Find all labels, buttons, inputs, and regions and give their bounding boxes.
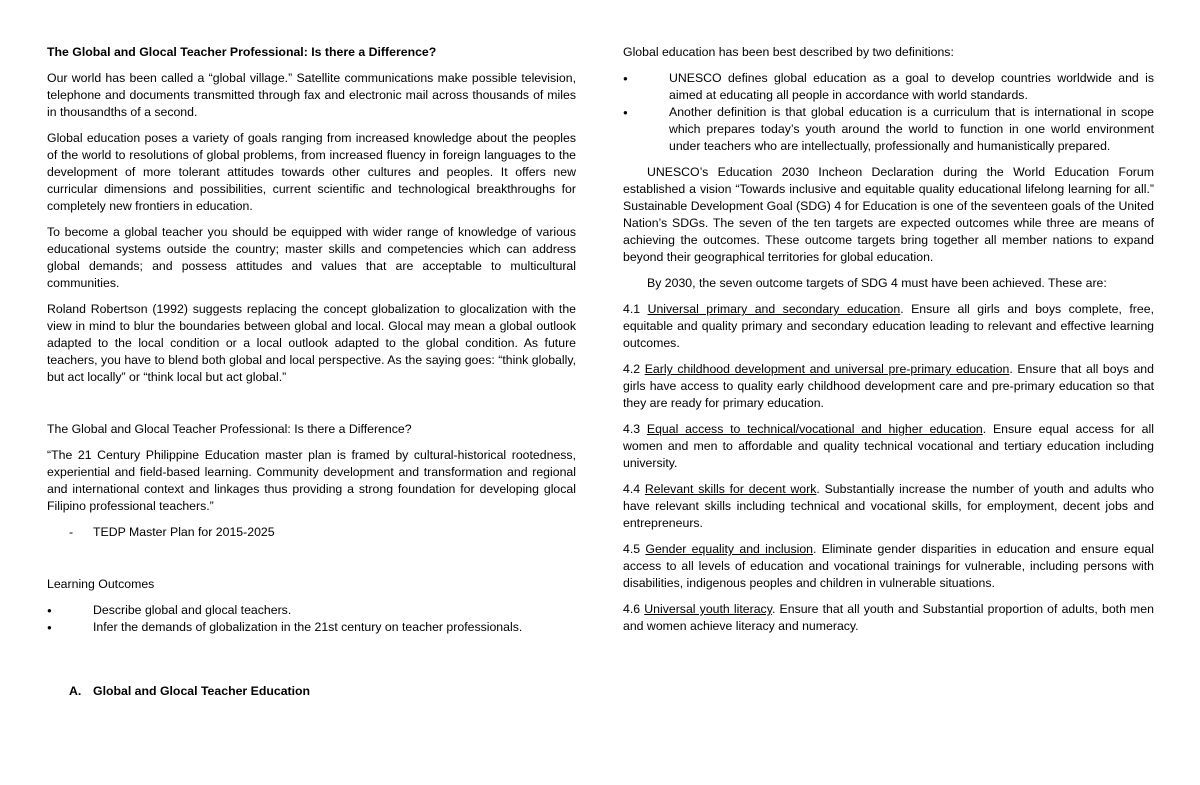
section-a-label: A. (69, 684, 82, 698)
target-number: 4.3 (623, 422, 641, 436)
target-title: Early childhood development and universal pre-primary education (644, 362, 1010, 376)
section-subtitle: The Global and Glocal Teacher Professional: Is there a Difference? (47, 422, 412, 436)
paragraph-global-teacher: To become a global teacher you should be equipped with wider range of knowledge of various educational systems outside the country; master skills and competencies which can address global demands; and possess attitudes and values that are acceptable to multicultural communities. (47, 225, 576, 290)
section-a-title: Global and Glocal Teacher Education (93, 684, 311, 698)
target-number: 4.5 (623, 542, 641, 556)
left-column (47, 44, 576, 700)
spacer (47, 395, 576, 421)
target-title: Relevant skills for decent work (644, 482, 817, 496)
target-item (623, 421, 1154, 472)
list-item: ● Another definition is that global education is a curriculum that is international in scope which prepares today’s youth around the world to function in one world environment under teachers who are intellectually, professionally and humanistically prepared. (623, 104, 1154, 155)
spacer (47, 550, 576, 576)
target-item (623, 361, 1154, 412)
target-text: . Ensure that all boys and girls have access to quality early childhood development care and pre-primary education so that they are ready for primary education. (623, 362, 1154, 410)
target-title: Equal access to technical/vocational and higher education (646, 422, 983, 436)
definitions-intro: Global education has been best described by two definitions: (623, 45, 954, 59)
right-column (623, 44, 1154, 644)
target-number: 4.2 (623, 362, 641, 376)
target-item (623, 541, 1154, 592)
target-number: 4.4 (623, 482, 641, 496)
learning-outcomes-list (47, 602, 576, 636)
target-title: Gender equality and inclusion (645, 542, 813, 556)
target-title: Universal primary and secondary education (647, 302, 901, 316)
paragraph-global-education: Global education poses a variety of goals ranging from increased knowledge about the peoples of the world to resolutions of global problems, from increased fluency in foreign languages to the development of more tolerant attitudes towards other cultures and peoples. It offers new curricular dimensions and possibilities, current scientific and technological breakthroughs for completely new frontiers in education. (47, 131, 576, 213)
target-text: . Substantially increase the number of youth and adults who have relevant skills including technical and vocational skills, for employment, decent jobs and entrepreneurs. (623, 482, 1155, 530)
definitions-list (623, 70, 1154, 155)
paragraph-global-village: Our world has been called a “global village.” Satellite communications make possible television, telephone and documents transmitted through fax and electronic mail across thousands of miles in thousandths of a second. (47, 71, 576, 119)
spacer (47, 645, 576, 675)
paragraph-unesco: UNESCO’s Education 2030 Incheon Declaration during the World Education Forum established a vision “Towards inclusive and equitable quality educational lifelong learning for all.” Sustainable Development Goal (SDG) 4 for Education is one of the seventeen goals of the United Nation’s SDGs. The seven of the ten targets are expected outcomes while three are means of achieving the outcomes. These outcome targets bring together all member nations to expand beyond their geographical territories for global education. (623, 165, 1154, 264)
paragraph-glocalization: Roland Robertson (1992) suggests replacing the concept globalization to glocalization with the view in mind to blur the boundaries between global and local. Glocal may mean a global outlook adapted to the local condition or a local outlook adapted to the global condition. As future teachers, you have to blend both global and local perspective. As the saying goes: “think globally, but act locally” or “think local but act global.” (47, 302, 576, 384)
quote-source-list (47, 524, 576, 541)
target-item (623, 301, 1154, 352)
target-text: . Ensure that all youth and Substantial proportion of adults, both men and women achieve literacy and numeracy. (623, 602, 1154, 633)
section-a-heading (47, 683, 576, 700)
target-text: . Ensure all girls and boys complete, free, equitable and quality primary and secondary education leading to relevant and effective learning outcomes. (623, 302, 1154, 350)
target-number: 4.6 (623, 602, 641, 616)
page-title: The Global and Glocal Teacher Professional: Is there a Difference? (47, 45, 437, 59)
list-item: ● Infer the demands of globalization in the 21st century on teacher professionals. (47, 619, 576, 636)
target-text: . Eliminate gender disparities in education and ensure equal access to all levels of education and vocational trainings for vulnerable, including persons with disabilities, indigenous peoples and children in vulnerable situations. (623, 542, 1154, 590)
target-text: . Ensure equal access for all women and men to affordable and quality technical vocational and tertiary education including university. (623, 422, 1154, 470)
list-item: ● Describe global and glocal teachers. (47, 602, 576, 619)
target-item (623, 481, 1154, 532)
quote-source: - TEDP Master Plan for 2015-2025 (47, 524, 576, 541)
paragraph-by-2030: By 2030, the seven outcome targets of SDG 4 must have been achieved. These are: (647, 276, 1107, 290)
list-item: ● UNESCO defines global education as a goal to develop countries worldwide and is aimed at educating all people in accordance with world standards. (623, 70, 1154, 104)
target-number: 4.1 (623, 302, 641, 316)
learning-outcomes-heading: Learning Outcomes (47, 577, 155, 591)
target-item (623, 601, 1154, 635)
target-title: Universal youth literacy (644, 602, 772, 616)
quote-paragraph: “The 21 Century Philippine Education master plan is framed by cultural-historical rootedness, experiential and field-based learning. Community development and transformation and regional and international context and linkages thus providing a strong foundation for developing glocal Filipino professional teachers.” (47, 448, 576, 513)
